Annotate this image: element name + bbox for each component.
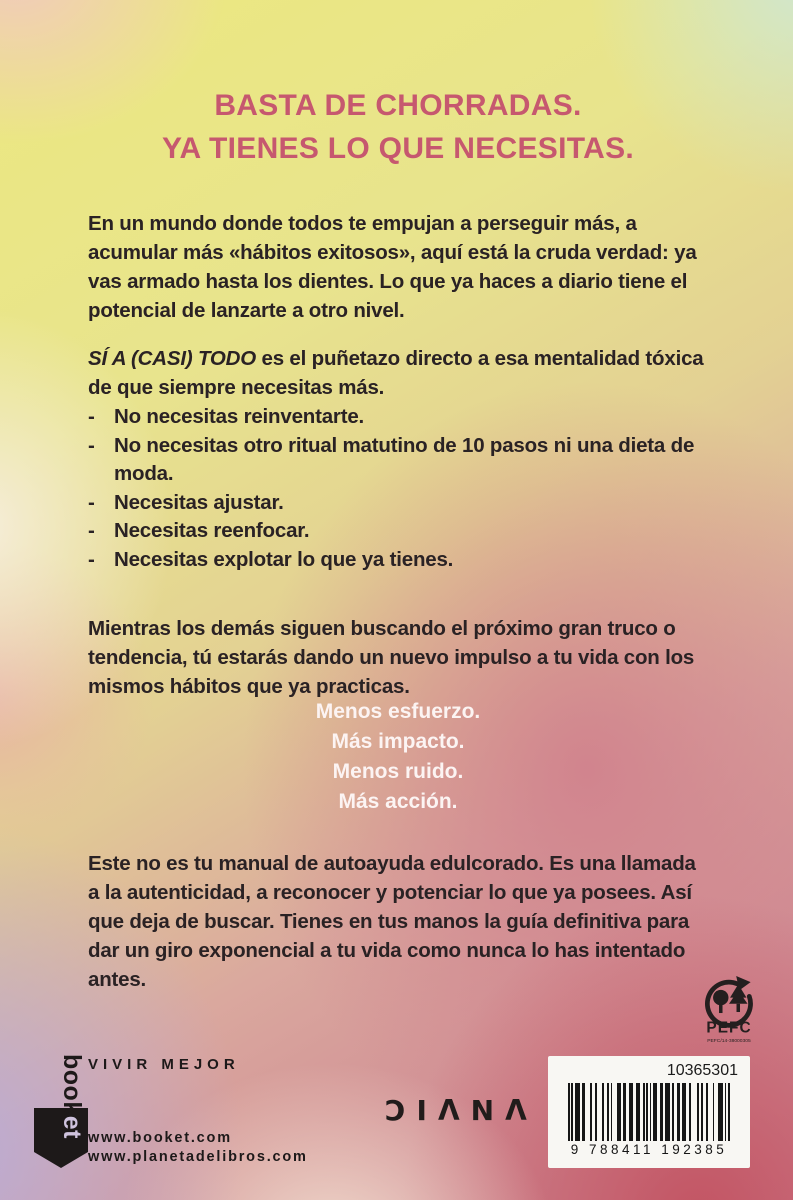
booket-wordmark: booket xyxy=(58,1054,86,1139)
list-item-text: No necesitas otro ritual matutino de 10 pasos ni una dieta de moda. xyxy=(114,433,695,485)
product-code: 10365301 xyxy=(666,1062,738,1079)
paragraph-title-rest: es el puñetazo directo a esa mentalidad tóxica de que siempre necesitas más. xyxy=(88,346,704,399)
diana-publisher-logo: ƆIΛNΛ xyxy=(385,1094,538,1127)
pefc-logo xyxy=(694,976,764,1048)
list-dash: - xyxy=(88,547,95,571)
headline-line-2: YA TIENES LO QUE NECESITAS. xyxy=(161,132,635,165)
list-item-text: Necesitas ajustar. xyxy=(114,490,284,514)
ean13-barcode xyxy=(568,1083,730,1141)
slogan-line: Menos ruido. xyxy=(332,760,464,783)
list-item-text: Necesitas explotar lo que ya tienes. xyxy=(114,547,454,571)
slogan-line: Más acción. xyxy=(338,790,458,813)
paragraph-closing: Este no es tu manual de autoayuda edulcorado. Es una llamada a la autenticidad, a reconocer y potenciar lo que ya posees. Así que deja de buscar. Tienes en tus manos la guía definitiva para dar un giro exponencial a tu vida como nunca lo has intentado antes. xyxy=(88,851,696,991)
publisher-urls xyxy=(88,1129,308,1167)
list-dash: - xyxy=(88,433,95,457)
pefc-label: PEFC xyxy=(706,1019,752,1037)
paragraph-middle: Mientras los demás siguen buscando el próximo gran truco o tendencia, tú estarás dando un nuevo impulso a tu vida con los mismos hábitos que ya practicas. xyxy=(88,616,695,698)
slogan-block xyxy=(88,697,708,817)
list-item xyxy=(88,489,710,518)
list-item xyxy=(88,403,710,432)
isbn-digits: 9 788411 192385 xyxy=(570,1142,728,1157)
url-planetadelibros: www.planetadelibros.com xyxy=(88,1149,308,1165)
list-item xyxy=(88,517,710,546)
paragraph-title-mention xyxy=(88,344,710,402)
list-dash: - xyxy=(88,490,95,514)
list-dash: - xyxy=(88,519,95,542)
url-booket: www.booket.com xyxy=(88,1130,232,1146)
list-item xyxy=(88,546,710,575)
collection-name: VIVIR MEJOR xyxy=(88,1056,240,1073)
list-item xyxy=(88,432,710,489)
needs-list xyxy=(88,403,710,574)
slogan-line: Menos esfuerzo. xyxy=(315,700,481,723)
pefc-code: PEFC/14-38000305 xyxy=(707,1038,751,1044)
headline-line-1: BASTA DE CHORRADAS. xyxy=(214,89,582,122)
barcode-panel xyxy=(548,1056,750,1168)
list-item-text: Necesitas reenfocar. xyxy=(114,519,310,542)
booket-logo xyxy=(30,1050,92,1172)
headline xyxy=(88,84,708,170)
book-title: SÍ A (CASI) TODO xyxy=(88,346,257,370)
slogan-line: Más impacto. xyxy=(331,730,465,753)
list-dash: - xyxy=(88,405,95,428)
list-item-text: No necesitas reinventarte. xyxy=(114,405,365,428)
paragraph-intro: En un mundo donde todos te empujan a perseguir más, a acumular más «hábitos exitosos», aquí está la cruda verdad: ya vas armado hasta los dientes. Lo que ya haces a diario tiene el potencial de lanzarte a otro nivel. xyxy=(88,211,697,322)
